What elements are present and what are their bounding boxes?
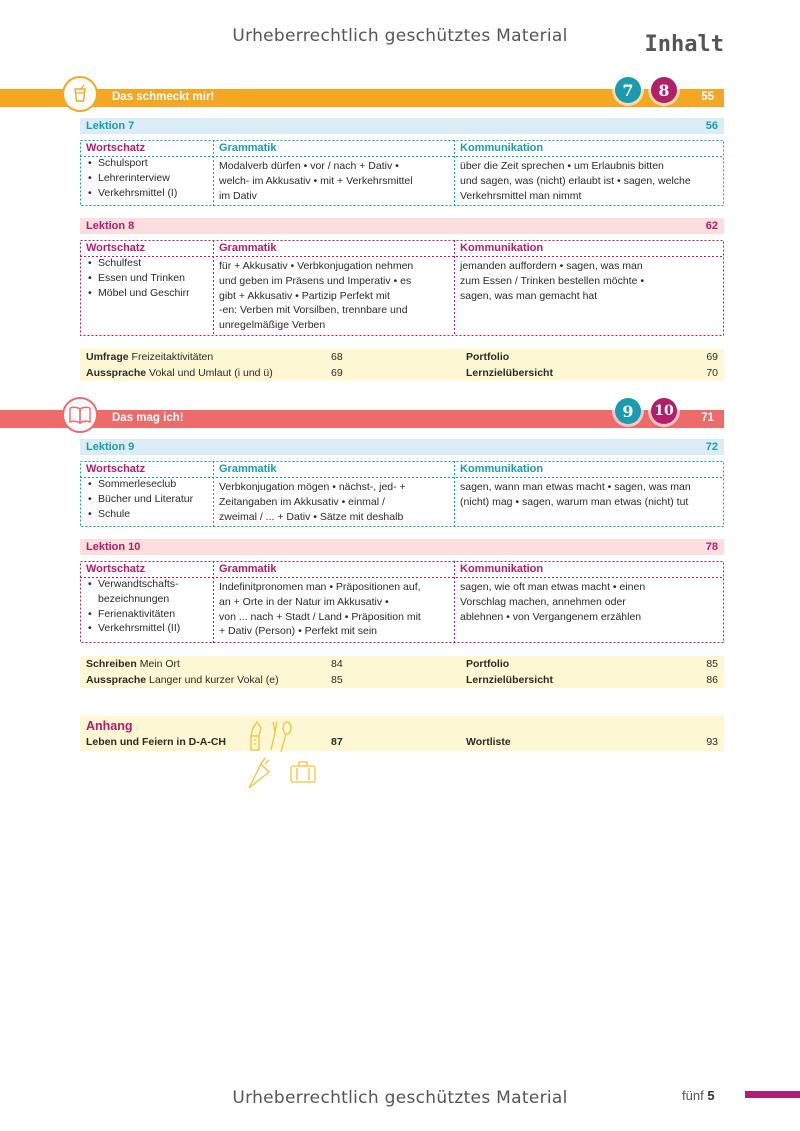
list-item: • Bücher und Literatur <box>86 492 210 507</box>
lesson-grid <box>80 140 724 206</box>
extras-label: Umfrage <box>86 351 129 363</box>
text-line: -en: Verben mit Vorsilben, trennbare und <box>219 304 408 317</box>
kommunikation-text <box>460 156 722 203</box>
lesson-badge[interactable]: 7 <box>615 77 641 103</box>
open-book-icon <box>62 397 98 433</box>
text-line: sagen, wie oft man etwas macht • einen <box>460 581 646 593</box>
watermark-bottom: Urheberrechtlich geschütztes Material <box>232 1088 568 1108</box>
grammatik-heading: Grammatik <box>219 563 277 575</box>
decorative-icons <box>243 716 323 797</box>
wortschatz-list <box>86 156 210 200</box>
footer-accent-bar <box>745 1091 800 1098</box>
extras-row[interactable] <box>86 349 718 365</box>
extras-label: Aussprache <box>86 674 147 686</box>
unit-page: 55 <box>701 91 714 103</box>
kommunikation-heading: Kommunikation <box>460 242 544 254</box>
lesson-grid <box>80 461 724 527</box>
suitcase-icon <box>291 762 315 782</box>
cone-bag-icon <box>249 758 269 788</box>
text-line: Verbkonjugation mögen • nächst-, jed- + <box>219 481 406 493</box>
text-line: zweimal / ... + Dativ • Sätze mit deshalb <box>219 510 404 523</box>
lesson-page: 78 <box>705 541 718 553</box>
list-item: • Möbel und Geschirr <box>86 286 210 301</box>
list-item: • Verkehrsmittel (II) <box>86 621 210 636</box>
wortschatz-heading: Wortschatz <box>86 242 146 254</box>
lesson-label: Lektion 9 <box>86 441 135 453</box>
text-line: und sagen, was (nicht) erlaubt ist • sagen, welche <box>460 174 691 187</box>
list-item <box>86 577 210 607</box>
list-item: • Schulfest <box>86 256 210 271</box>
extras-page: 85 <box>331 674 343 686</box>
extras-box <box>80 349 724 381</box>
lesson-grid <box>80 240 724 336</box>
wortschatz-list <box>86 477 210 521</box>
drink-glass-icon <box>62 76 98 112</box>
lesson-page: 56 <box>705 120 718 132</box>
unit-title: Das schmeckt mir! <box>112 91 215 103</box>
list-item: • Lehrerinterview <box>86 171 210 186</box>
lesson-label: Lektion 8 <box>86 220 135 232</box>
wortschatz-list <box>86 577 210 636</box>
text-line: jemanden auffordern • sagen, was man <box>460 260 643 272</box>
extras-label2: Lernzielübersicht <box>466 367 553 379</box>
text-line: Zeitangaben im Akkusativ • einmal / <box>219 495 385 508</box>
grammatik-text <box>219 577 451 639</box>
text-line: gibt + Akkusativ • Partizip Perfekt mit <box>219 289 390 302</box>
lesson-badge[interactable]: 10 <box>651 398 677 424</box>
kommunikation-heading: Kommunikation <box>460 563 544 575</box>
anhang-page: 87 <box>331 736 343 748</box>
extras-label2: Portfolio <box>466 351 510 363</box>
anhang-row[interactable] <box>86 734 718 750</box>
list-item: • Essen und Trinken <box>86 271 210 286</box>
extras-text: Vokal und Umlaut (i und ü) <box>149 367 273 379</box>
text-line: im Dativ <box>219 189 257 202</box>
extras-page: 68 <box>331 351 343 363</box>
extras-text: Langer und kurzer Vokal (e) <box>149 674 279 686</box>
extras-page2: 70 <box>706 367 718 379</box>
lesson-label: Lektion 7 <box>86 120 135 132</box>
lesson-label: Lektion 10 <box>86 541 141 553</box>
kommunikation-heading: Kommunikation <box>460 142 544 154</box>
text-line: zum Essen / Trinken bestellen möchte • <box>460 274 645 287</box>
kommunikation-text <box>460 477 722 510</box>
lesson-page: 72 <box>705 441 718 453</box>
kommunikation-text <box>460 577 722 624</box>
grammatik-text <box>219 256 451 333</box>
text-line: unregelmäßige Verben <box>219 319 326 332</box>
lesson-grid <box>80 561 724 643</box>
list-item: • Schulsport <box>86 156 210 171</box>
extras-label: Schreiben <box>86 658 137 670</box>
grammatik-text <box>219 156 451 203</box>
text-line: welch- im Akkusativ • mit + Verkehrsmittel <box>219 174 413 187</box>
page-number-digit: 5 <box>707 1088 715 1103</box>
lesson-header[interactable] <box>80 118 724 134</box>
page-number <box>682 1088 715 1103</box>
wortschatz-list <box>86 256 210 300</box>
text-line: für + Akkusativ • Verbkonjugation nehmen <box>219 260 414 272</box>
anhang-label2: Wortliste <box>466 736 511 748</box>
text-line: Vorschlag machen, annehmen oder <box>460 595 626 608</box>
lesson-page: 62 <box>705 220 718 232</box>
grammatik-heading: Grammatik <box>219 142 277 154</box>
wortschatz-heading: Wortschatz <box>86 463 146 475</box>
anhang-page2: 93 <box>706 736 718 748</box>
extras-page: 84 <box>331 658 343 670</box>
text-line: über die Zeit sprechen • um Erlaubnis bitten <box>460 160 664 172</box>
anhang-title: Anhang <box>86 719 133 733</box>
anhang-item: Leben und Feiern in D-A-CH <box>86 736 226 748</box>
kommunikation-heading: Kommunikation <box>460 463 544 475</box>
text-line: Indefinitpronomen man • Präpositionen auf, <box>219 581 421 593</box>
watermark-top: Urheberrechtlich geschütztes Material <box>232 26 568 46</box>
extras-page2: 86 <box>706 674 718 686</box>
text-line: ablehnen • von Vergangenem erzählen <box>460 610 642 623</box>
extras-page2: 69 <box>706 351 718 363</box>
text-line: (nicht) mag • sagen, warum man etwas (nicht) tut <box>460 495 689 508</box>
unit-title: Das mag ich! <box>112 412 184 424</box>
list-item-text: Verwandtschafts- <box>98 578 179 590</box>
list-item: • Schule <box>86 507 210 522</box>
list-item-text: bezeichnungen <box>98 592 170 605</box>
text-line: von ... nach + Stadt / Land • Präposition mit <box>219 610 421 623</box>
extras-page2: 85 <box>706 658 718 670</box>
text-line: und geben im Präsens und Imperativ • es <box>219 274 412 287</box>
text-line: Verkehrsmittel man nimmt <box>460 189 582 202</box>
extras-page: 69 <box>331 367 343 379</box>
lesson-header[interactable] <box>80 539 724 555</box>
list-item: • Verkehrsmittel (I) <box>86 186 210 201</box>
text-line: sagen, wann man etwas macht • sagen, was man <box>460 481 691 493</box>
list-item: • Sommerleseclub <box>86 477 210 492</box>
anhang-box <box>80 716 724 751</box>
extras-label2: Lernzielübersicht <box>466 674 553 686</box>
unit-page: 71 <box>701 412 714 424</box>
knight-icon <box>251 722 261 750</box>
extras-box <box>80 656 724 688</box>
wortschatz-heading: Wortschatz <box>86 142 146 154</box>
extras-row[interactable] <box>86 656 718 672</box>
lesson-header[interactable] <box>80 218 724 234</box>
list-item: • Ferienaktivitäten <box>86 607 210 622</box>
extras-row[interactable] <box>86 672 718 688</box>
text-line: an + Orte in der Natur im Akkusativ • <box>219 595 389 608</box>
extras-label2: Portfolio <box>466 658 510 670</box>
text-line: sagen, was man gemacht hat <box>460 289 598 302</box>
lesson-header[interactable] <box>80 439 724 455</box>
grammatik-heading: Grammatik <box>219 463 277 475</box>
extras-row[interactable] <box>86 365 718 381</box>
text-line: Modalverb dürfen • vor / nach + Dativ • <box>219 160 399 172</box>
extras-text: Freizeitaktivitäten <box>131 351 214 363</box>
lesson-badge[interactable]: 9 <box>615 398 641 424</box>
page-number-word: fünf <box>682 1088 704 1103</box>
text-line: + Dativ (Person) • Perfekt mit sein <box>219 625 378 638</box>
wortschatz-heading: Wortschatz <box>86 563 146 575</box>
extras-label: Aussprache <box>86 367 147 379</box>
lesson-badge[interactable]: 8 <box>651 77 677 103</box>
spoon-fork-icon <box>271 722 291 752</box>
grammatik-text <box>219 477 451 524</box>
grammatik-heading: Grammatik <box>219 242 277 254</box>
page-title: Inhalt <box>644 32 724 57</box>
extras-text: Mein Ort <box>139 658 180 670</box>
kommunikation-text <box>460 256 722 303</box>
